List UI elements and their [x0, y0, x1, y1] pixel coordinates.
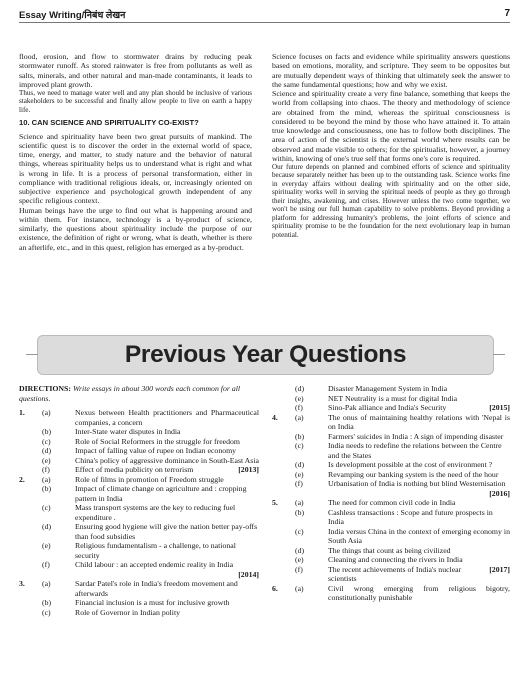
question-item — [19, 408, 259, 427]
question-number: 1. — [19, 408, 25, 417]
item-text: Nexus between Health practitioners and Pharmaceutical companies, a concern — [75, 408, 259, 427]
item-text: The onus of maintaining healthy relations with 'Nepal is on India — [328, 412, 510, 431]
question-item — [19, 541, 259, 560]
question-item — [19, 560, 259, 579]
item-text: Urbanisation of India is nothing but blind Westernisation — [328, 479, 506, 488]
year-tag: [2016] — [489, 488, 510, 498]
item-text: Impact of climate change on agriculture and : cropping pattern in India — [75, 484, 247, 503]
question-item — [19, 437, 259, 447]
pyq-right-column — [272, 384, 510, 603]
question-item — [19, 522, 259, 541]
item-text: China's policy of aggressive dominance in South-East Asia — [75, 455, 259, 465]
item-text: Cashless transactions : Scope and future prospects in India — [328, 507, 493, 526]
item-text: Civil wrong emerging from religious bigotry, constitutionally punishable — [328, 583, 510, 602]
item-letter: (a) — [42, 474, 51, 484]
question-item — [272, 441, 510, 460]
item-letter: (a) — [295, 412, 304, 422]
directions-label: DIRECTIONS: — [19, 384, 71, 393]
item-letter: (c) — [42, 607, 51, 617]
question-item — [272, 384, 510, 394]
item-text: The things that count as being civilized — [328, 545, 451, 555]
question-number: 3. — [19, 579, 25, 588]
question-item — [19, 446, 259, 456]
item-letter: (a) — [42, 579, 51, 588]
paragraph: Human beings have the urge to find out what is happening around and within them. For instance, technology is a by-product of science, similarly, the questions about spirituality include the purpose of our existence, the definition of right or wrong, what is death, whether is there an afterlife, etc., and in this quest, religion has emerged as a by-product. — [19, 205, 252, 252]
paragraph: flood, erosion, and flow to stormwater drains by reducing peak stormwater runoff. As stored rainwater is free from pollutants as well as salts, minerals, and other natural and man-made contaminants, it leads to improved plant growth. — [19, 52, 252, 89]
question-item — [19, 456, 259, 466]
question-item — [272, 413, 510, 432]
right-column — [272, 52, 510, 239]
page-number: 7 — [504, 8, 510, 19]
question-item — [272, 546, 510, 556]
item-letter: (d) — [295, 545, 305, 555]
item-letter: (f) — [42, 560, 50, 569]
question-number: 5. — [272, 498, 278, 507]
item-text: Mass transport systems are the key to reducing fuel expenditure . — [75, 503, 236, 522]
year-tag: [2015] — [489, 403, 510, 412]
question-item — [19, 475, 259, 485]
item-letter: (b) — [295, 507, 305, 517]
question-item — [272, 527, 510, 546]
question-item — [272, 584, 510, 603]
question-number: 2. — [19, 474, 25, 484]
item-text: Is development possible at the cost of environment ? — [328, 460, 493, 469]
pyq-left-column — [19, 384, 259, 617]
question-item — [272, 470, 510, 480]
question-item — [272, 403, 510, 413]
item-text: Role of films in promotion of Freedom struggle — [75, 474, 224, 484]
section-banner: Previous Year Questions — [37, 335, 494, 375]
year-tag: [2013] — [238, 465, 259, 474]
item-letter: (b) — [295, 431, 305, 441]
question-item — [272, 508, 510, 527]
question-heading: 10. CAN SCIENCE AND SPIRITUALITY CO-EXIST? — [19, 118, 199, 128]
item-letter: (b) — [42, 598, 52, 607]
item-letter: (b) — [42, 484, 52, 493]
question-item — [272, 565, 510, 584]
question-item — [272, 498, 510, 508]
question-item — [19, 579, 259, 598]
item-letter: (c) — [42, 436, 51, 446]
item-letter: (a) — [295, 498, 304, 507]
question-item — [19, 427, 259, 437]
question-number: 6. — [272, 583, 278, 593]
question-item — [272, 432, 510, 442]
item-letter: (d) — [295, 460, 305, 469]
item-letter: (d) — [295, 384, 305, 393]
year-tag: [2014] — [238, 569, 259, 579]
item-text: Disaster Management System in India — [328, 384, 448, 393]
question-number: 4. — [272, 412, 278, 422]
item-text: Effect of media publicity on terrorism — [75, 465, 194, 474]
item-letter: (d) — [42, 522, 52, 531]
paragraph: Science focuses on facts and evidence while spirituality answers questions based on emotions, morality, and scripture. They seem to be opposites but are mutually dependent ways of thinking that ultimately seek the answer to the same fundamental questions; how and why we exist. — [272, 52, 510, 89]
question-item — [19, 484, 259, 503]
item-letter: (b) — [42, 427, 52, 436]
year-tag: [2017] — [489, 564, 510, 574]
item-letter: (e) — [295, 469, 304, 479]
item-letter: (f) — [42, 465, 50, 474]
item-text: Inter-State water disputes in India — [75, 427, 181, 436]
item-text: Cleaning and connecting the rivers in India — [328, 555, 463, 564]
item-letter: (f) — [295, 564, 303, 574]
question-item — [19, 608, 259, 618]
item-letter: (e) — [42, 541, 51, 550]
item-letter: (c) — [42, 503, 51, 512]
paragraph: Science and spirituality have been two great pursuits of mankind. The scientific quest is to discover the order in the external world of space, time, energy, and matter, to study nature and the behavior of natural things, whereas spirituality helps us to understand what is right and what is wrong in life. It is a process of personal transformation, either in compliance with traditional religious ideals, or, increasingly oriented on subjective experience and psychological growth independent of any specific religious context. — [19, 131, 252, 206]
item-letter: (a) — [42, 408, 51, 417]
item-text: Farmers' suicides in India : A sign of impending disaster — [328, 431, 504, 441]
question-item — [272, 394, 510, 404]
item-letter: (d) — [42, 446, 52, 455]
question-item — [19, 465, 259, 475]
page-header — [19, 8, 510, 22]
item-text: India versus China in the context of emerging economy in South Asia — [328, 526, 510, 545]
directions — [19, 384, 259, 403]
item-text: Child labour : an accepted endemic reality in India — [75, 560, 234, 569]
item-letter: (e) — [295, 393, 304, 403]
item-letter: (c) — [295, 441, 304, 450]
question-item — [19, 598, 259, 608]
left-column — [19, 52, 252, 252]
item-text: The need for common civil code in India — [328, 498, 456, 507]
question-item — [272, 460, 510, 470]
paragraph: Our future depends on planned and combined efforts of science and spirituality because separately neither has been up to the outstanding task. Science works fine in everyday affairs without dealing with spirituality and on the other side, spirituality works well in serving the spiritual needs of people as they go through their insights, awakening, and crises. However unless the two come together, we won't be using our full human capability to solve problems. Beyond providing a platform for addressing humanity's problems, the joint efforts of science and spirituality promise to be the foundation for the next evolutionary leap in human potential. — [272, 163, 510, 239]
question-item — [19, 503, 259, 522]
item-letter: (f) — [295, 403, 303, 412]
item-text: Ensuring good hygiene will give the nation better pay-offs than food subsidies — [75, 522, 258, 541]
item-text: Sardar Patel's role in India's freedom movement and afterwards — [75, 579, 238, 598]
item-letter: (f) — [295, 479, 303, 488]
paragraph: Thus, we need to manage water well and any plan should be inclusive of various stakeholders to be successful and finally allow people to live on earth a happy life. — [19, 89, 252, 114]
question-item — [272, 555, 510, 565]
item-text: Financial inclusion is a must for inclusive growth — [75, 598, 230, 607]
header-title: Essay Writing/निबंध लेखन — [19, 10, 126, 21]
item-text: Religious fundamentalism - a challenge, to national security — [75, 541, 236, 560]
item-letter: (a) — [295, 583, 304, 593]
item-letter: (e) — [295, 555, 304, 564]
item-text: Role of Governor in Indian polity — [75, 607, 181, 617]
item-text: Sino-Pak alliance and India's Security — [328, 403, 447, 412]
paragraph: Science and spirituality create a very fine balance, something that keeps the world from collapsing into chaos. The theory and methodology of science are obtained from the mind, whereas the spiritual consciousness is considered to be beyond the mind by those who have attained it. To attain true knowledge and consciousness, one has to follow both disciplines. The area of action of the scientist is the external world where results can be observed and made visible to others; for the spiritualist, however, a journey within, knowing of one's true self that forms one's core is required. — [272, 89, 510, 163]
header-divider — [19, 22, 510, 23]
item-letter: (c) — [295, 526, 304, 536]
item-text: Role of Social Reformers in the struggle for freedom — [75, 436, 240, 446]
item-letter: (e) — [42, 455, 51, 465]
question-item — [272, 479, 510, 498]
item-text: NET Neutrality is a must for digital India — [328, 393, 458, 403]
directions-text: Write essays in about 300 words each common for all questions. — [19, 384, 241, 403]
item-text: India needs to redefine the relations between the Centre and the States — [328, 441, 502, 460]
item-text: Impact of falling value of rupee on Indian economy — [75, 446, 237, 455]
item-text: The recent achievements of India's nuclear scientists — [328, 564, 462, 583]
item-text: Revamping our banking system is the need of the hour — [328, 469, 499, 479]
